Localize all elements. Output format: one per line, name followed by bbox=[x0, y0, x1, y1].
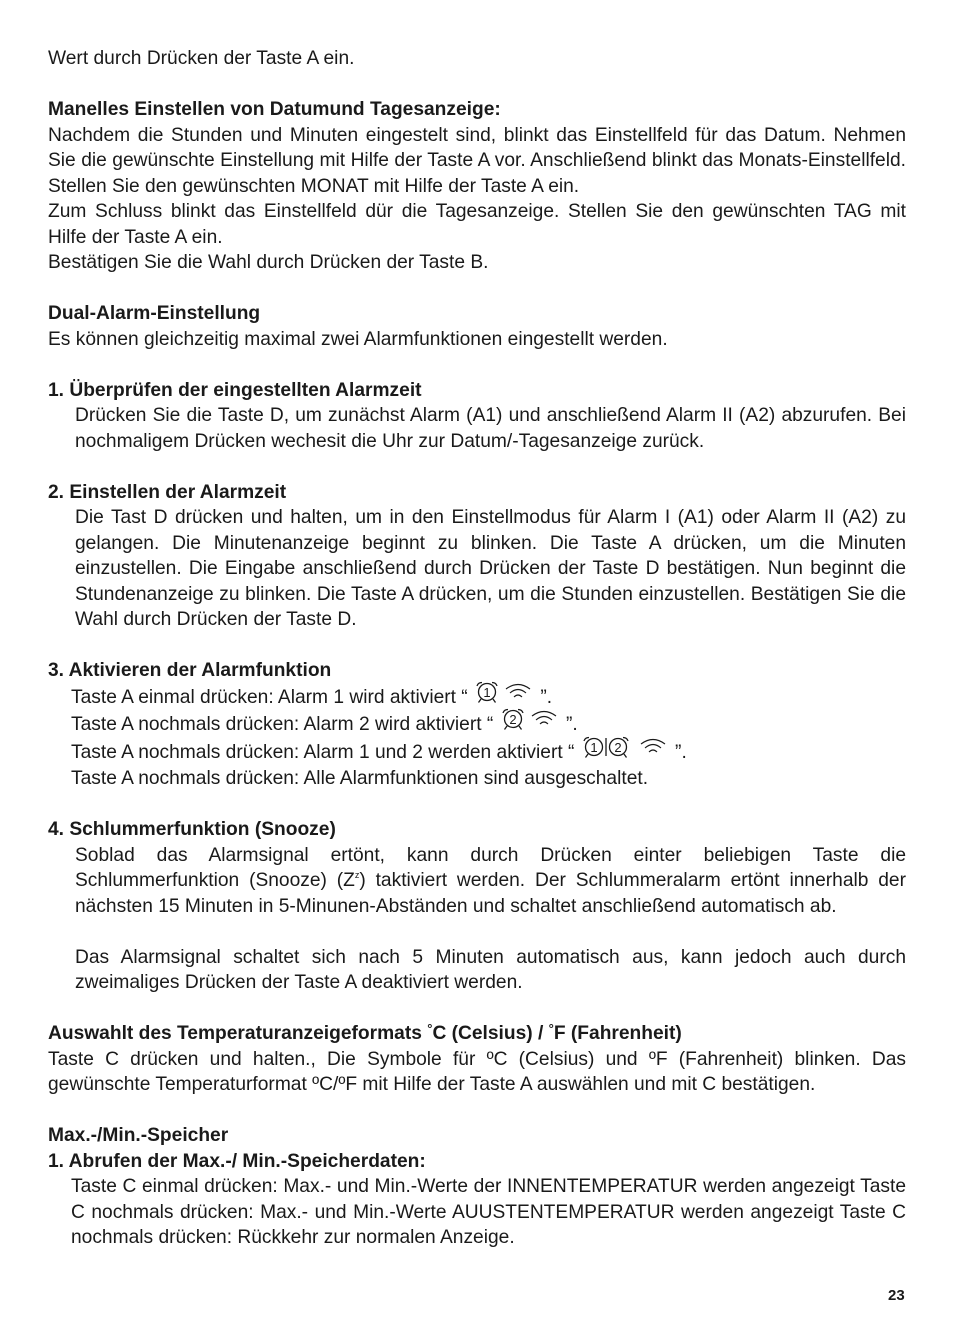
alarm-1-and-2-icon bbox=[580, 735, 636, 767]
snooze-superscript: z bbox=[354, 870, 360, 880]
sound-waves-icon bbox=[636, 736, 670, 766]
check-alarm-heading: 1. Überprüfen der eingestellten Alarmzeit bbox=[48, 379, 422, 401]
alarm-number: 2 bbox=[614, 739, 622, 755]
line-text: Taste A nochmals drücken: Alarm 2 wird aktiviert “ bbox=[71, 713, 499, 735]
maxmin-text: Taste C einmal drücken: Max.- und Min.-Werte der INNENTEMPERATUR werden angezeigt Taste C nochmals drücken: Max.- und Min.-Werte AUUSTENTEMPERATUR werden angezeigt Taste C nochmals drücken: Rückkehr zur normalen Anzeige. bbox=[71, 1176, 906, 1248]
alarm-2-icon bbox=[499, 707, 527, 739]
alarm-number: 1 bbox=[483, 684, 491, 700]
date-paragraph-1: Nachdem die Stunden und Minuten eingestelt sind, blinkt das Einstellfeld für das Datum. Nehmen Sie die gewünschte Einstellung mit Hilfe der Taste A vor. Anschließend blinkt das Monats-Einstellfeld. Stellen Sie den gewünschten MONAT mit Hilfe der Taste A ein. bbox=[48, 124, 906, 197]
degree-symbol: ° bbox=[548, 1021, 554, 1036]
manual-page bbox=[48, 46, 906, 1251]
line-text: Taste A einmal drücken: Alarm 1 wird aktiviert “ bbox=[71, 686, 474, 708]
heading-part: C (Celsius) / bbox=[432, 1023, 549, 1044]
set-alarm-text: Die Tast D drücken und halten, um in den Einstellmodus für Alarm I (A1) oder Alarm II (A2) zu gelangen. Die Minutenanzeige beginnt zu blinken. Die Taste A drücken, um die Minuten einzustellen. Die Eingabe anschließend durch Drücken der Taste D bestätigen. Nun beginnt die Stundenanzeige zu blinken. Die Taste A drücken, um die Stunden einzustellen. Bestätigen Sie die Wahl durch Drücken der Taste D. bbox=[75, 507, 906, 630]
check-alarm-text: Drücken Sie die Taste D, um zunächst Alarm (A1) und anschließend Alarm II (A2) abzurufen. Bei nochmaligem Drücken wechesit die Uhr zur Datum/-Tagesanzeige zurück. bbox=[75, 405, 906, 452]
snooze-heading: 4. Schlummerfunktion (Snooze) bbox=[48, 819, 336, 840]
maxmin-subheading: 1. Abrufen der Max.-/ Min.-Speicherdaten: bbox=[48, 1150, 426, 1172]
snooze-text bbox=[48, 843, 906, 920]
set-alarm-heading: 2. Einstellen der Alarmzeit bbox=[48, 481, 287, 503]
activate-alarm-line-2 bbox=[48, 711, 906, 739]
degree-symbol: ° bbox=[427, 1021, 433, 1036]
line-text-end: ”. bbox=[560, 713, 578, 735]
line-text-end: ”. bbox=[669, 741, 687, 763]
sound-waves-icon bbox=[501, 681, 535, 711]
page-number: 23 bbox=[888, 1287, 905, 1304]
intro-text: Wert durch Drücken der Taste A ein. bbox=[48, 48, 355, 69]
heading-part: Auswahlt des Temperaturanzeigeformats bbox=[48, 1023, 428, 1044]
date-heading: Manelles Einstellen von Datumund Tagesanzeige: bbox=[48, 99, 501, 120]
heading-part: F (Fahrenheit) bbox=[553, 1023, 682, 1044]
snooze-text-a: Soblad das Alarmsignal ertönt, kann durch Drücken einter beliebigen Taste die Schlummerfunktion (Snooze) (Z bbox=[75, 844, 906, 891]
maxmin-heading: Max.-/Min.-Speicher bbox=[48, 1125, 229, 1146]
sound-waves-icon bbox=[527, 708, 561, 738]
date-paragraph-3: Bestätigen Sie die Wahl durch Drücken der Taste B. bbox=[48, 252, 489, 273]
alarm-number: 1 bbox=[590, 739, 598, 755]
alarm-number: 2 bbox=[509, 712, 517, 727]
alarm-1-icon bbox=[473, 680, 501, 712]
activate-alarm-line-1 bbox=[48, 684, 906, 712]
dual-alarm-text: Es können gleichzeitig maximal zwei Alarmfunktionen eingestellt werden. bbox=[48, 328, 668, 350]
snooze-text-b: ) taktiviert werden. Der Schlummeralarm ertönt innerhalb der nächsten 15 Minuten in 5-Minunen-Abständen und schaltet anschließend automatisch ab. bbox=[75, 870, 906, 917]
line-text: Taste A nochmals drücken: Alarm 1 und 2 werden aktiviert “ bbox=[71, 741, 580, 763]
temp-format-text: Taste C drücken und halten., Die Symbole für ºC (Celsius) und ºF (Fahrenheit) blinken. Das gewünschte Temperaturformat ºC/ºF mit Hilfe der Taste A auswählen und mit C bestätigen. bbox=[48, 1048, 906, 1095]
activate-alarm-line-4: Taste A nochmals drücken: Alle Alarmfunktionen sind ausgeschaltet. bbox=[71, 768, 649, 789]
dual-alarm-heading: Dual-Alarm-Einstellung bbox=[48, 303, 261, 324]
date-paragraph-2: Zum Schluss blinkt das Einstellfeld dür die Tagesanzeige. Stellen Sie den gewünschten TAG mit Hilfe der Taste A ein. bbox=[48, 201, 906, 248]
temp-format-heading bbox=[48, 1021, 906, 1047]
line-text-end: ”. bbox=[535, 686, 553, 708]
activate-alarm-line-3 bbox=[48, 739, 906, 767]
activate-alarm-heading: 3. Aktivieren der Alarmfunktion bbox=[48, 660, 332, 681]
snooze-text-2: Das Alarmsignal schaltet sich nach 5 Minuten automatisch aus, kann jedoch auch durch zweimaliges Drücken der Taste A deaktiviert werden. bbox=[75, 946, 906, 993]
